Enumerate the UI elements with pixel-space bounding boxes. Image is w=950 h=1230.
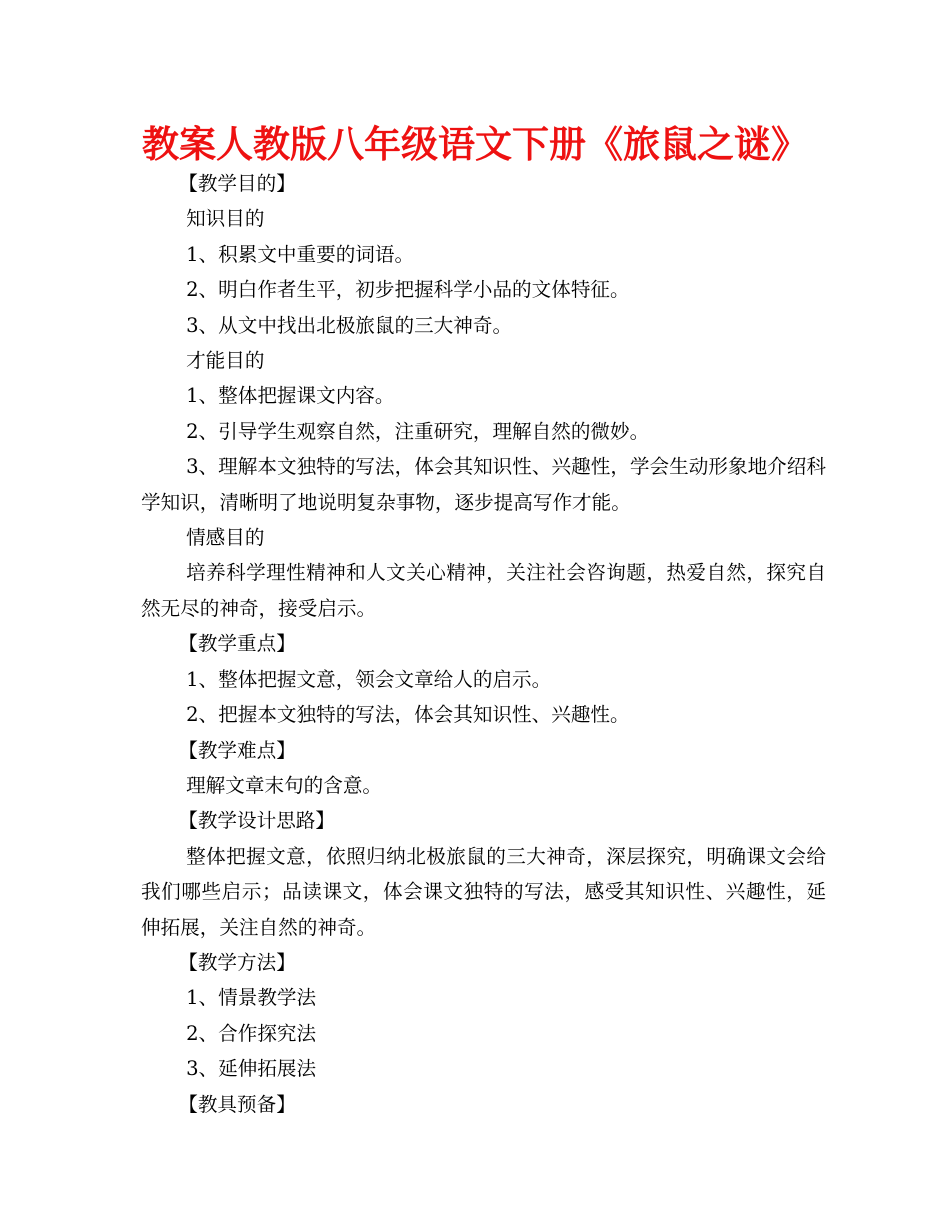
list-item: 2、引导学生观察自然，注重研究，理解自然的微妙。 <box>186 419 650 443</box>
list-item: 3、理解本文独特的写法，体会其知识性、兴趣性，学会生动形象地介绍科学知识，清晰明了地说明复杂事物，逐步提高写作才能。 <box>141 455 826 514</box>
list-item: 2、把握本文独特的写法，体会其知识性、兴趣性。 <box>186 703 630 727</box>
list-item: 2、合作探究法 <box>186 1021 317 1045</box>
paragraph: 培养科学理性精神和人文关心精神，关注社会咨询题，热爱自然，探究自然无尽的神奇，接受启示。 <box>141 561 826 620</box>
list-item: 3、从文中找出北极旅鼠的三大神奇。 <box>186 313 513 337</box>
list-item: 3、延伸拓展法 <box>186 1057 317 1081</box>
list-item: 1、整体把握课文内容。 <box>186 384 395 408</box>
list-item: 1、情景教学法 <box>186 986 317 1010</box>
paragraph: 理解文章末句的含意。 <box>186 773 383 797</box>
section-heading-key-points: 【教学重点】 <box>178 632 296 656</box>
paragraph: 整体把握文意，依照归纳北极旅鼠的三大神奇，深层探究，明确课文会给我们哪些启示；品读课文，体会课文独特的写法，感受其知识性、兴趣性，延伸拓展，关注自然的神奇。 <box>141 844 826 939</box>
document-body <box>141 166 826 1122</box>
subheading-knowledge-goals: 知识目的 <box>186 207 265 231</box>
subheading-ability-goals: 才能目的 <box>186 349 265 373</box>
section-heading-difficulties: 【教学难点】 <box>178 738 296 762</box>
list-item: 2、明白作者生平，初步把握科学小品的文体特征。 <box>186 278 630 302</box>
list-item: 1、整体把握文意，领会文章给人的启示。 <box>186 667 552 691</box>
section-heading-teaching-aids: 【教具预备】 <box>178 1092 296 1116</box>
list-item: 1、积累文中重要的词语。 <box>186 242 415 266</box>
section-heading-objectives: 【教学目的】 <box>178 172 296 195</box>
section-heading-methods: 【教学方法】 <box>178 950 296 974</box>
section-heading-design-ideas: 【教学设计思路】 <box>178 809 335 833</box>
subheading-emotion-goals: 情感目的 <box>186 526 265 550</box>
document-title: 教案人教版八年级语文下册《旅鼠之谜》 <box>142 123 808 166</box>
